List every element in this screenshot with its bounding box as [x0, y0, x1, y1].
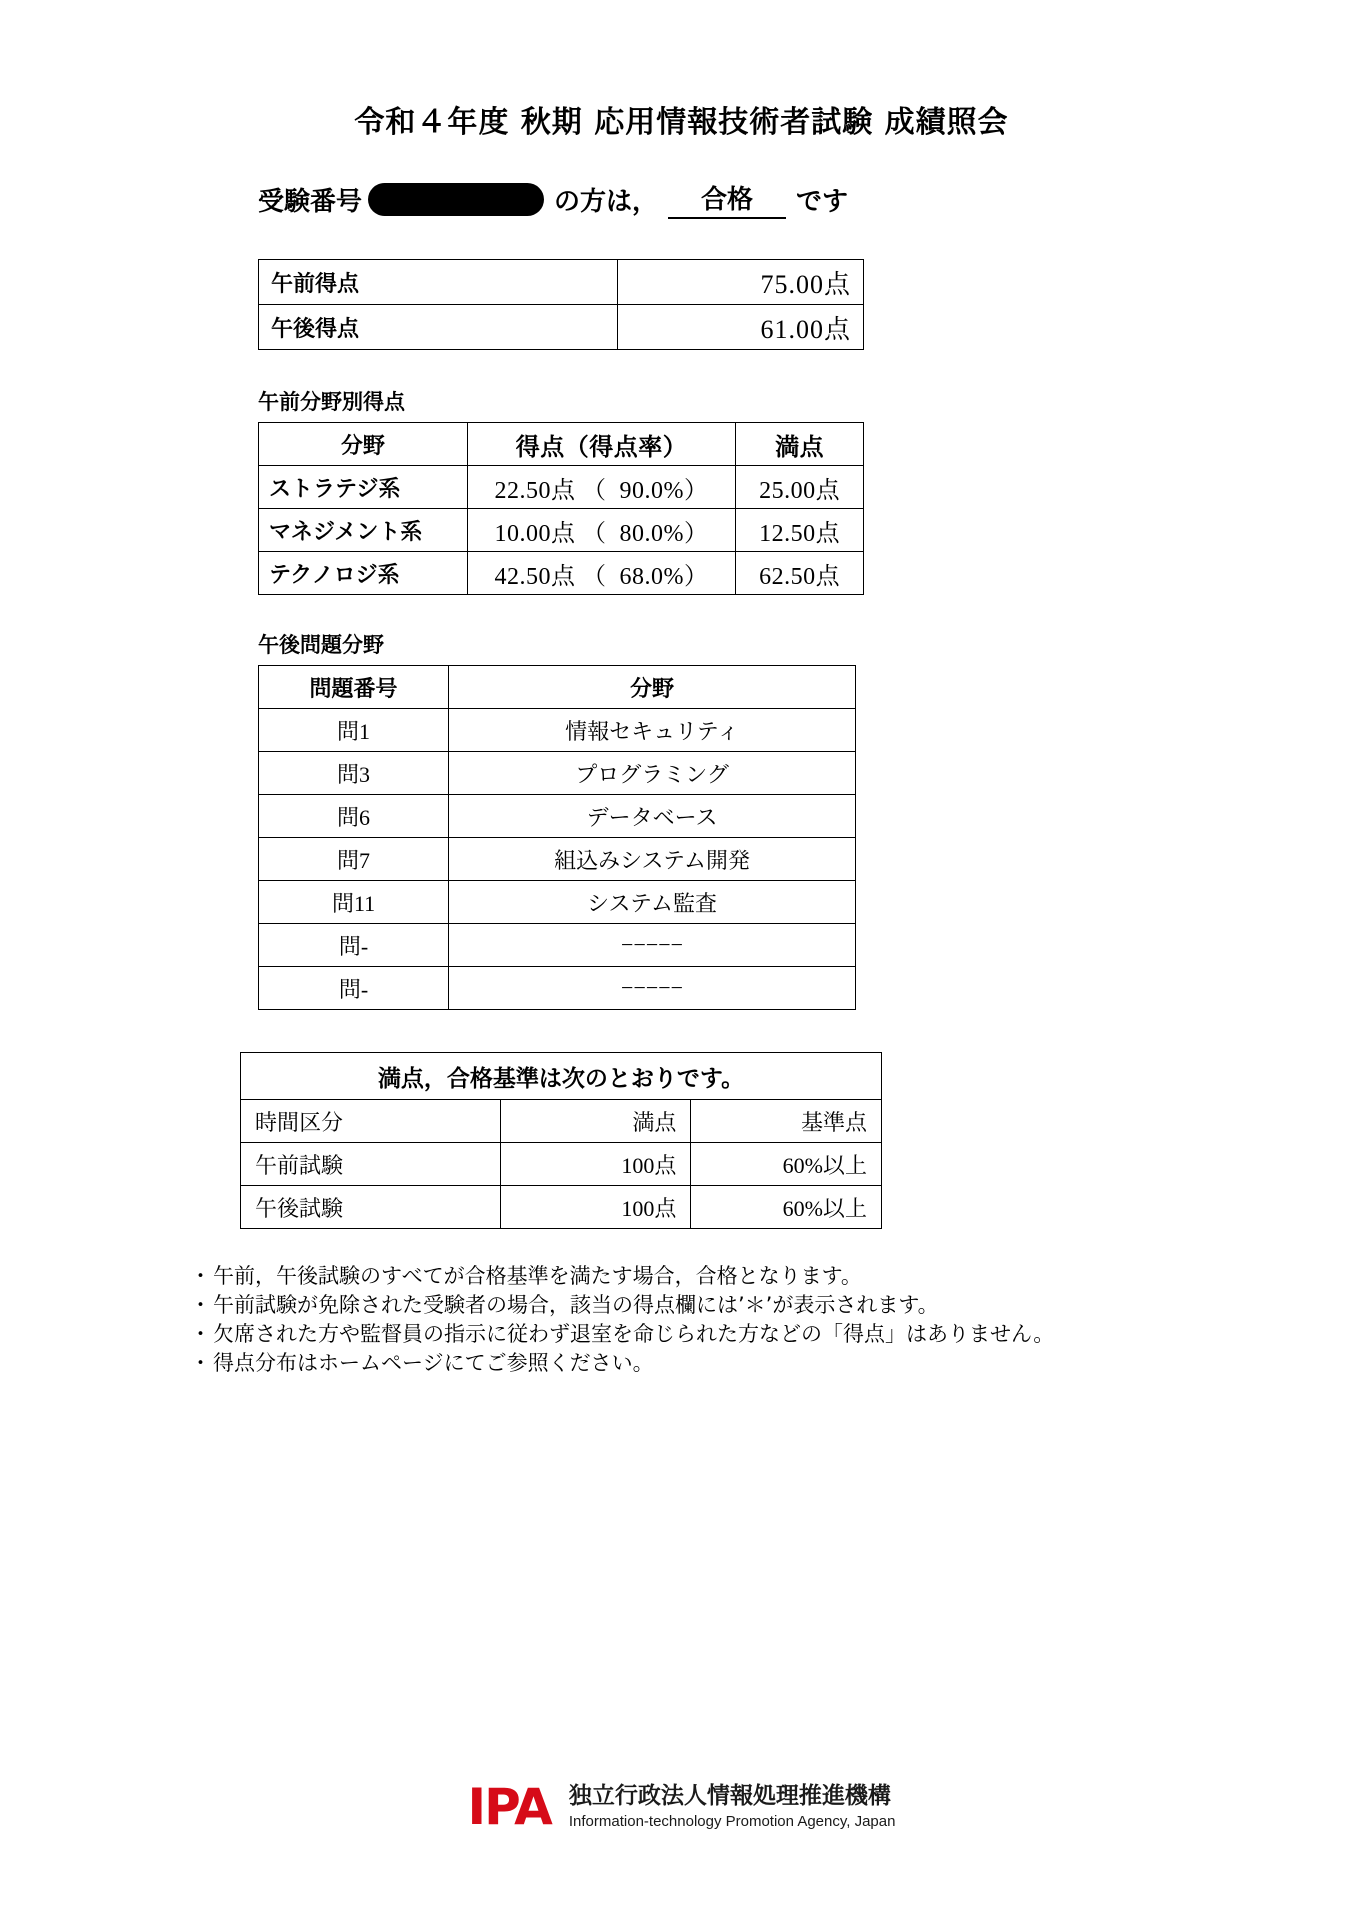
question-no: 問6 [259, 795, 449, 838]
result-status: 合格 [668, 179, 786, 219]
question-no: 問- [259, 924, 449, 967]
exam-number-redaction [368, 183, 544, 216]
table-row [259, 752, 856, 795]
question-no: 問11 [259, 881, 449, 924]
organization-name-en: Information-technology Promotion Agency, Japan [568, 1813, 896, 1830]
col-header-period: 時間区分 [241, 1100, 501, 1143]
result-middle-text: の方は， [554, 186, 659, 217]
page-title: 令和４年度 秋期 応用情報技術者試験 成績照会 [354, 105, 1009, 140]
question-field: −−−−− [449, 967, 856, 1010]
criteria-maxscore: 100点 [501, 1143, 691, 1186]
note-bullet: ・ [190, 1292, 211, 1317]
note-bullet: ・ [190, 1321, 211, 1346]
table-row [259, 838, 856, 881]
col-header-field: 分野 [259, 423, 468, 466]
field-score-text: 22.50点 （ 90.0%） [494, 477, 709, 504]
morning-breakdown-label: 午前分野別得点 [258, 390, 405, 414]
morning-score-value: 75.00点 [617, 260, 863, 305]
note-item [190, 1263, 1190, 1290]
afternoon-score-value: 61.00点 [617, 305, 863, 350]
afternoon-questions-label: 午後問題分野 [258, 633, 384, 657]
question-field: システム監査 [449, 881, 856, 924]
question-no: 問1 [259, 709, 449, 752]
criteria-passmark: 60%以上 [691, 1143, 882, 1186]
field-score-text: 42.50点 （ 68.0%） [494, 563, 709, 590]
note-text: 午前，午後試験のすべてが合格基準を満たす場合，合格となります。 [213, 1264, 862, 1288]
table-row [259, 881, 856, 924]
question-no: 問- [259, 967, 449, 1010]
question-no: 問7 [259, 838, 449, 881]
table-row [259, 924, 856, 967]
table-row [259, 795, 856, 838]
note-item [190, 1350, 1190, 1377]
note-bullet: ・ [190, 1264, 211, 1288]
question-field: 組込みシステム開発 [449, 838, 856, 881]
field-fullmarks: 25.00点 [736, 466, 864, 509]
table-header-row [259, 666, 856, 709]
afternoon-score-label: 午後得点 [259, 305, 618, 350]
field-score [467, 466, 735, 509]
table-caption-row [241, 1053, 882, 1100]
footer [0, 1778, 1363, 1836]
col-header-question-no: 問題番号 [259, 666, 449, 709]
table-row [259, 260, 864, 305]
col-header-score: 得点（得点率） [467, 423, 735, 466]
criteria-caption: 満点，合格基準は次のとおりです。 [241, 1053, 882, 1100]
table-row [259, 305, 864, 350]
table-row [259, 552, 864, 595]
result-suffix-text: です [796, 186, 849, 217]
field-score-text: 10.00点 （ 80.0%） [494, 520, 709, 547]
score-summary-block [258, 259, 1363, 350]
morning-breakdown-block [258, 386, 1363, 595]
question-field: 情報セキュリティ [449, 709, 856, 752]
note-item [190, 1292, 1190, 1319]
field-name: マネジメント系 [259, 509, 468, 552]
criteria-table [240, 1052, 882, 1229]
col-header-question-field: 分野 [449, 666, 856, 709]
criteria-block [240, 1052, 1363, 1229]
col-header-maxscore: 満点 [501, 1100, 691, 1143]
field-fullmarks: 62.50点 [736, 552, 864, 595]
note-text: 午前試験が免除された受験者の場合，該当の得点欄には’＊’が表示されます。 [213, 1292, 939, 1317]
organization-name-ja: 独立行政法人情報処理推進機構 [568, 1783, 891, 1810]
organization-name-block [569, 1782, 896, 1832]
table-row [259, 967, 856, 1010]
table-row [241, 1186, 882, 1229]
table-row [259, 466, 864, 509]
note-text: 得点分布はホームページにてご参照ください。 [213, 1350, 654, 1375]
note-item [190, 1321, 1190, 1348]
exam-number-label: 受験番号 [258, 186, 363, 217]
col-header-passmark: 基準点 [691, 1100, 882, 1143]
table-row [259, 509, 864, 552]
morning-score-label: 午前得点 [259, 260, 618, 305]
afternoon-questions-table [258, 665, 856, 1010]
morning-breakdown-table [258, 422, 864, 595]
table-row [259, 709, 856, 752]
criteria-period: 午前試験 [241, 1143, 501, 1186]
note-text: 欠席された方や監督員の指示に従わず退室を命じられた方などの「得点」はありません。 [213, 1321, 1055, 1346]
field-fullmarks: 12.50点 [736, 509, 864, 552]
note-bullet: ・ [190, 1350, 211, 1375]
notes-list [190, 1263, 1190, 1377]
afternoon-questions-block [258, 629, 1363, 1010]
question-field: プログラミング [449, 752, 856, 795]
field-name: ストラテジ系 [259, 466, 468, 509]
criteria-period: 午後試験 [241, 1186, 501, 1229]
table-header-row [259, 423, 864, 466]
result-line [0, 179, 1363, 219]
criteria-passmark: 60%以上 [691, 1186, 882, 1229]
field-score [467, 552, 735, 595]
ipa-logo-icon: IPA [467, 1778, 551, 1836]
table-row [241, 1143, 882, 1186]
criteria-maxscore: 100点 [501, 1186, 691, 1229]
field-score [467, 509, 735, 552]
field-name: テクノロジ系 [259, 552, 468, 595]
table-header-row [241, 1100, 882, 1143]
score-summary-table [258, 259, 864, 350]
question-field: −−−−− [449, 924, 856, 967]
col-header-fullmarks: 満点 [736, 423, 864, 466]
question-field: データベース [449, 795, 856, 838]
question-no: 問3 [259, 752, 449, 795]
